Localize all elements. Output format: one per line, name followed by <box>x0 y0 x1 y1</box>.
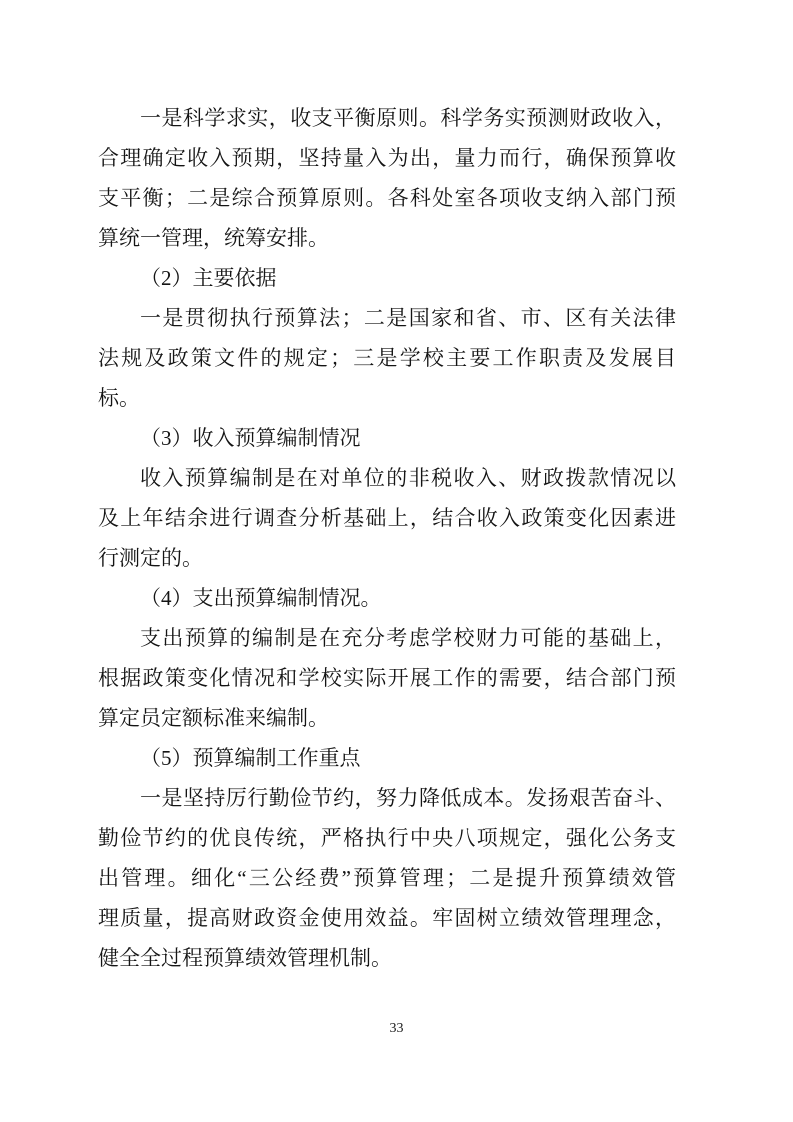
paragraph-body <box>98 298 676 418</box>
text-line: （3）收入预算编制情况 <box>140 426 361 450</box>
text-line: 一是科学求实，收支平衡原则。科学务实预测财政收入， <box>140 106 676 130</box>
text-line: 及上年结余进行调查分析基础上，结合收入政策变化因素进 <box>98 506 676 530</box>
document-body <box>98 98 676 978</box>
text-line: 合理确定收入预期，坚持量入为出，量力而行，确保预算收 <box>98 146 676 170</box>
text-line: （2）主要依据 <box>140 266 277 290</box>
text-line: 健全全过程预算绩效管理机制。 <box>98 946 392 970</box>
text-line: 算定员定额标准来编制。 <box>98 706 329 730</box>
paragraph-heading <box>98 258 676 298</box>
text-line: 一是贯彻执行预算法；二是国家和省、市、区有关法律 <box>140 306 676 330</box>
paragraph-body <box>98 458 676 578</box>
text-line: 标。 <box>98 386 140 410</box>
text-line: 勤俭节约的优良传统，严格执行中央八项规定，强化公务支 <box>98 826 676 850</box>
text-line: 支出预算的编制是在充分考虑学校财力可能的基础上， <box>140 626 676 650</box>
text-line: 理质量，提高财政资金使用效益。牢固树立绩效管理理念， <box>98 906 676 930</box>
paragraph-body <box>98 98 676 258</box>
paragraph-body <box>98 618 676 738</box>
text-line: 出管理。细化“三公经费”预算管理；二是提升预算绩效管 <box>98 866 676 890</box>
paragraph-heading <box>98 418 676 458</box>
text-line: 根据政策变化情况和学校实际开展工作的需要，结合部门预 <box>98 666 676 690</box>
text-line: 行测定的。 <box>98 546 203 570</box>
text-line: 算统一管理，统筹安排。 <box>98 226 329 250</box>
paragraph-heading <box>98 738 676 778</box>
text-line: （4）支出预算编制情况。 <box>140 586 382 610</box>
page-footer <box>0 1019 793 1038</box>
paragraph-body <box>98 778 676 978</box>
text-line: 收入预算编制是在对单位的非税收入、财政拨款情况以 <box>140 466 676 490</box>
text-line: 支平衡；二是综合预算原则。各科处室各项收支纳入部门预 <box>98 186 676 210</box>
text-line: 法规及政策文件的规定；三是学校主要工作职责及发展目 <box>98 346 676 370</box>
page-number: 33 <box>389 1021 404 1036</box>
text-line: （5）预算编制工作重点 <box>140 746 361 770</box>
paragraph-heading <box>98 578 676 618</box>
text-line: 一是坚持厉行勤俭节约，努力降低成本。发扬艰苦奋斗、 <box>140 786 676 810</box>
